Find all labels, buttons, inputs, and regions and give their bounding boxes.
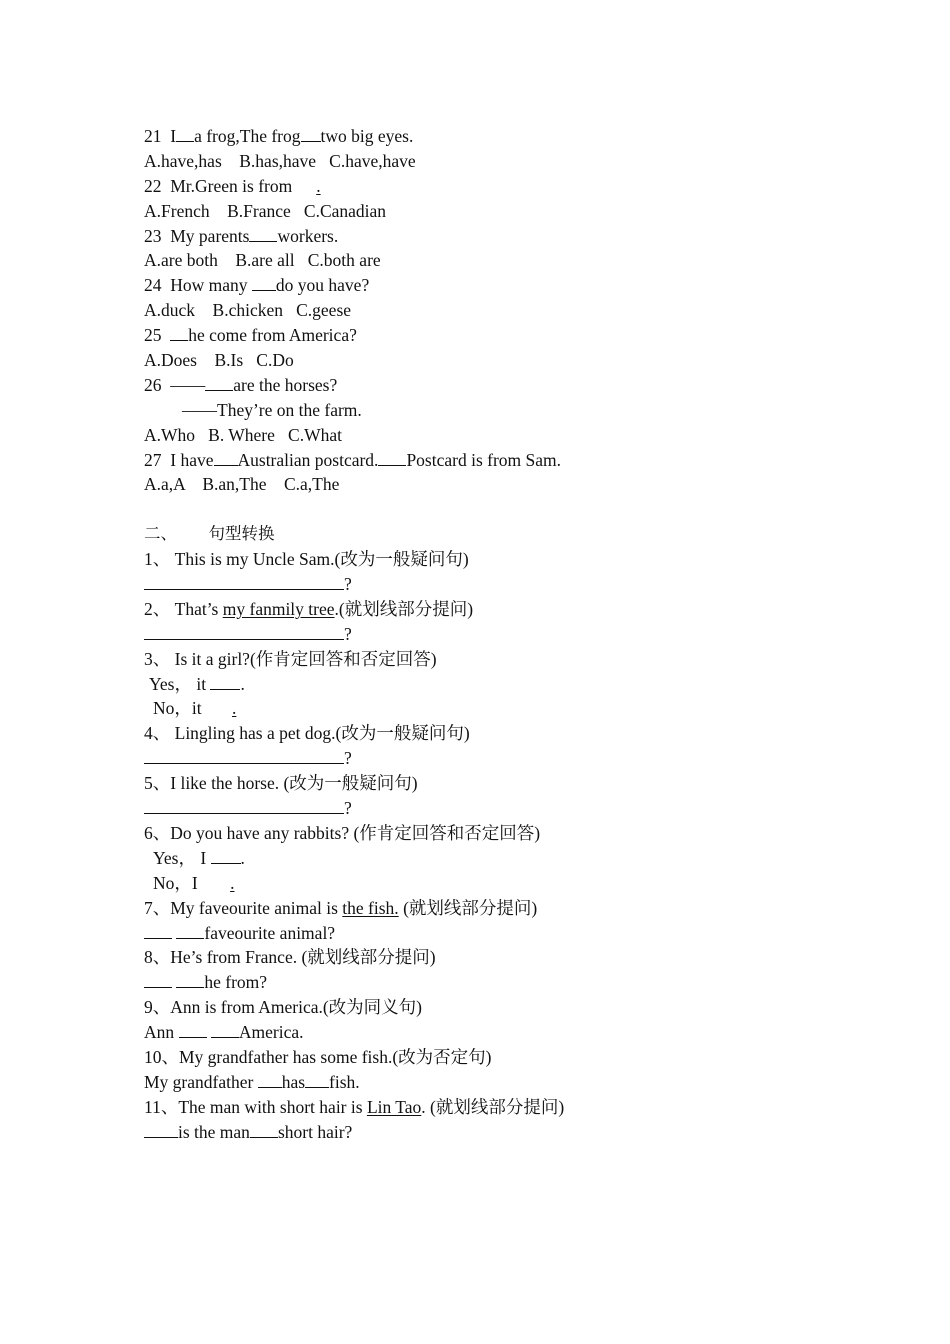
options-22: A.French B.France C.Canadian (144, 200, 387, 221)
worksheet (144, 124, 864, 1145)
transform-2: 2、 That’s my fanmily tree.(就划线部分提问) (144, 598, 474, 619)
answer-line-10: My grandfather has fish. (144, 1071, 360, 1092)
section-title: 二、 句型转换 (144, 524, 275, 544)
question-25: 25 he come from America? (144, 325, 357, 346)
answer-line-11: is the man short hair? (144, 1120, 864, 1145)
transform-9: 9、Ann is from America.(改为同义句) (144, 997, 423, 1018)
options-27: A.a,A B.an,The C.a,The (144, 474, 340, 495)
options-26: A.Who B. Where C.What (144, 424, 342, 445)
question-23: 23 My parents workers. (144, 225, 339, 246)
options-24: A.duck B.chicken C.geese (144, 300, 352, 321)
answer-line-9: Ann America. (144, 1022, 304, 1043)
transform-11: 11、The man with short hair is Lin Tao. (就划线部分提问) (144, 1096, 565, 1117)
question-22: 22 Mr.Green is from . (144, 175, 321, 196)
transform-3: 3、 Is it a girl?(作肯定回答和否定回答) (144, 648, 437, 669)
question-26: 26 —— are the horses? (144, 374, 338, 395)
answer-yes-3: Yes， it . (149, 673, 245, 694)
transform-7: 7、My faveourite animal is the fish. (就划线部分提问) (144, 897, 538, 918)
question-27: 27 I have Australian postcard. Postcard is from Sam. (144, 449, 562, 470)
question-24: 24 How many do you have? (144, 275, 370, 296)
transform-5: 5、I like the horse. (改为一般疑问句) (144, 773, 418, 794)
answer-line-2: ? (144, 622, 864, 647)
transform-6: 6、Do you have any rabbits? (作肯定回答和否定回答) (144, 822, 541, 843)
answer-line-7: faveourite animal? (144, 921, 864, 946)
answer-line-5: ? (144, 796, 864, 821)
answer-no-6: No，I . (153, 872, 235, 893)
transform-1: 1、 This is my Uncle Sam.(改为一般疑问句) (144, 549, 469, 570)
transform-4: 4、 Lingling has a pet dog.(改为一般疑问句) (144, 723, 470, 744)
answer-line-8: he from? (144, 970, 864, 995)
answer-line-1: ? (144, 572, 864, 597)
options-21: A.have,has B.has,have C.have,have (144, 150, 416, 171)
question-26-reply: ——They’re on the farm. (182, 399, 362, 420)
question-21: 21 I a frog,The frog two big eyes. (144, 126, 414, 146)
options-25: A.Does B.Is C.Do (144, 350, 294, 371)
transform-8: 8、He’s from France. (就划线部分提问) (144, 947, 436, 968)
answer-yes-6: Yes， I . (153, 847, 245, 868)
options-23: A.are both B.are all C.both are (144, 250, 381, 271)
answer-line-4: ? (144, 746, 864, 771)
answer-no-3: No，it . (153, 698, 237, 719)
transform-10: 10、My grandfather has some fish.(改为否定句) (144, 1046, 492, 1067)
